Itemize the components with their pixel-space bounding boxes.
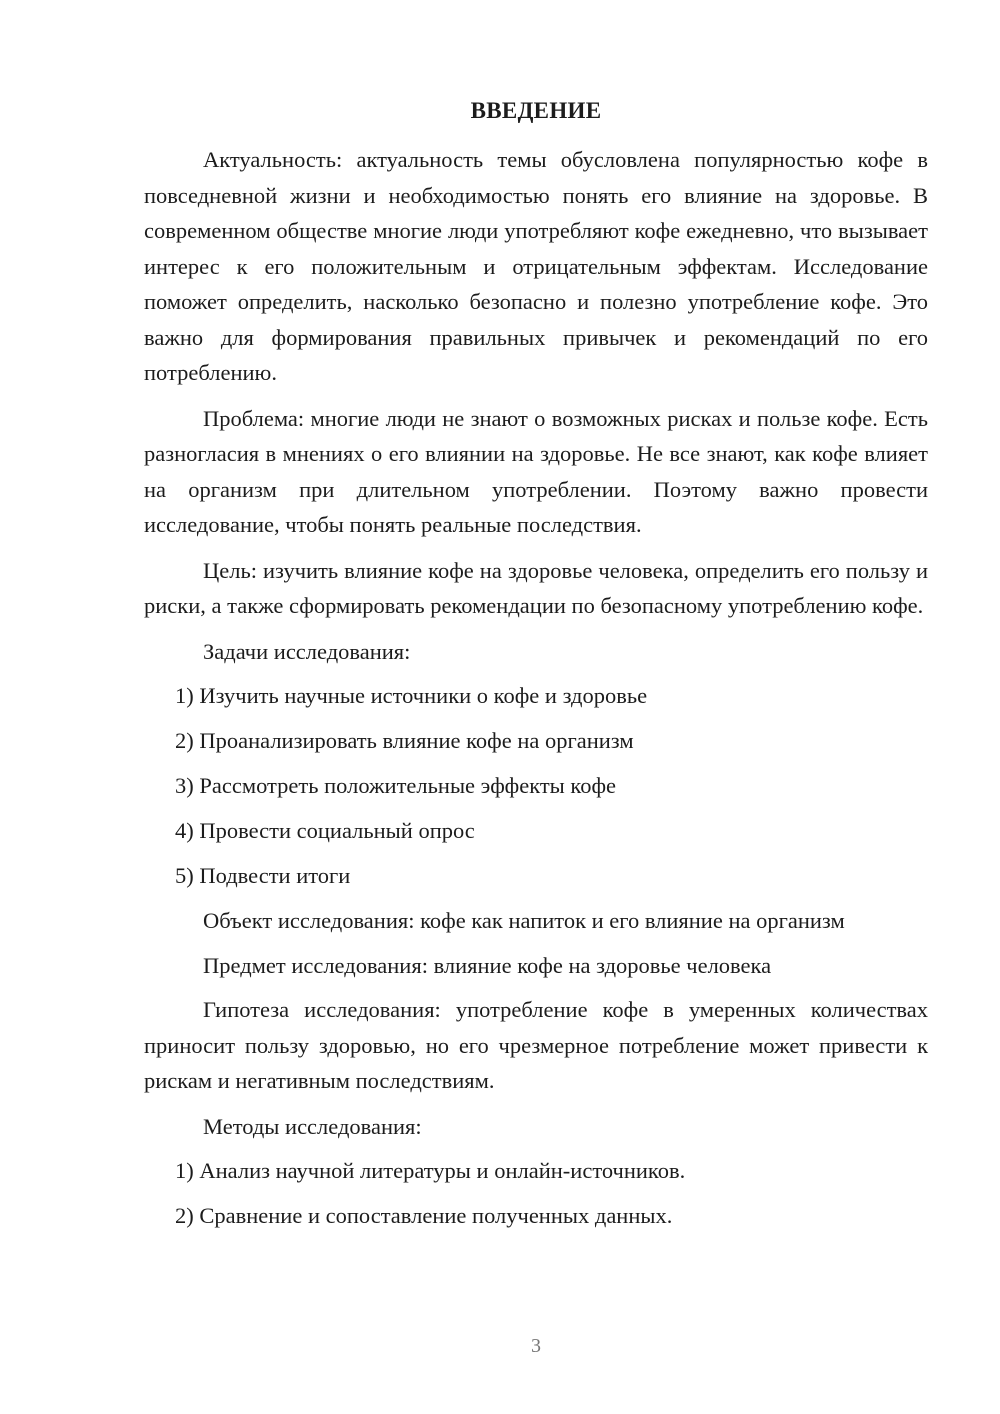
task-item-1: 1) Изучить научные источники о кофе и здоровье bbox=[175, 683, 648, 708]
tasks-heading: Задачи исследования: bbox=[203, 638, 411, 664]
method-item-1: 1) Анализ научной литературы и онлайн-источников. bbox=[175, 1158, 686, 1183]
page-title: ВВЕДЕНИЕ bbox=[470, 98, 602, 123]
subject-paragraph: Предмет исследования: влияние кофе на здоровье человека bbox=[203, 952, 772, 978]
object-paragraph: Объект исследования: кофе как напиток и его влияние на организм bbox=[203, 908, 845, 933]
relevance-paragraph: Актуальность: актуальность темы обусловлена популярностью кофе в повседневной жизни и необходимостью понять его влияние на здоровье. В современном обществе многие люди употребляют кофе ежедневно, что вызывает интерес к его положительным и отрицательным эффектам. Исследование поможет определить, насколько безопасно и полезно употребление кофе. Это важно для формирования правильных привычек и рекомендаций по его потреблению. bbox=[144, 147, 928, 385]
task-item-4: 4) Провести социальный опрос bbox=[175, 818, 475, 843]
page-number: 3 bbox=[531, 1335, 541, 1357]
body-text bbox=[144, 142, 928, 1243]
task-item-5: 5) Подвести итоги bbox=[175, 863, 351, 888]
task-item-2: 2) Проанализировать влияние кофе на организм bbox=[175, 728, 634, 753]
methods-heading: Методы исследования: bbox=[203, 1113, 422, 1139]
hypothesis-paragraph: Гипотеза исследования: употребление кофе в умеренных количествах приносит пользу здоровью, но его чрезмерное потребление может привести к рискам и негативным последствиям. bbox=[144, 997, 928, 1093]
tasks-list bbox=[144, 678, 928, 894]
method-item-2: 2) Сравнение и сопоставление полученных данных. bbox=[175, 1203, 673, 1228]
methods-list bbox=[144, 1153, 928, 1234]
task-item-3: 3) Рассмотреть положительные эффекты кофе bbox=[175, 773, 617, 798]
problem-paragraph: Проблема: многие люди не знают о возможных рисках и пользе кофе. Есть разногласия в мнениях о его влиянии на здоровье. Не все знают, как кофе влияет на организм при длительном употреблении. Поэтому важно провести исследование, чтобы понять реальные последствия. bbox=[144, 405, 928, 537]
goal-paragraph: Цель: изучить влияние кофе на здоровье человека, определить его пользу и риски, а также сформировать рекомендации по безопасному употреблению кофе. bbox=[144, 557, 928, 618]
